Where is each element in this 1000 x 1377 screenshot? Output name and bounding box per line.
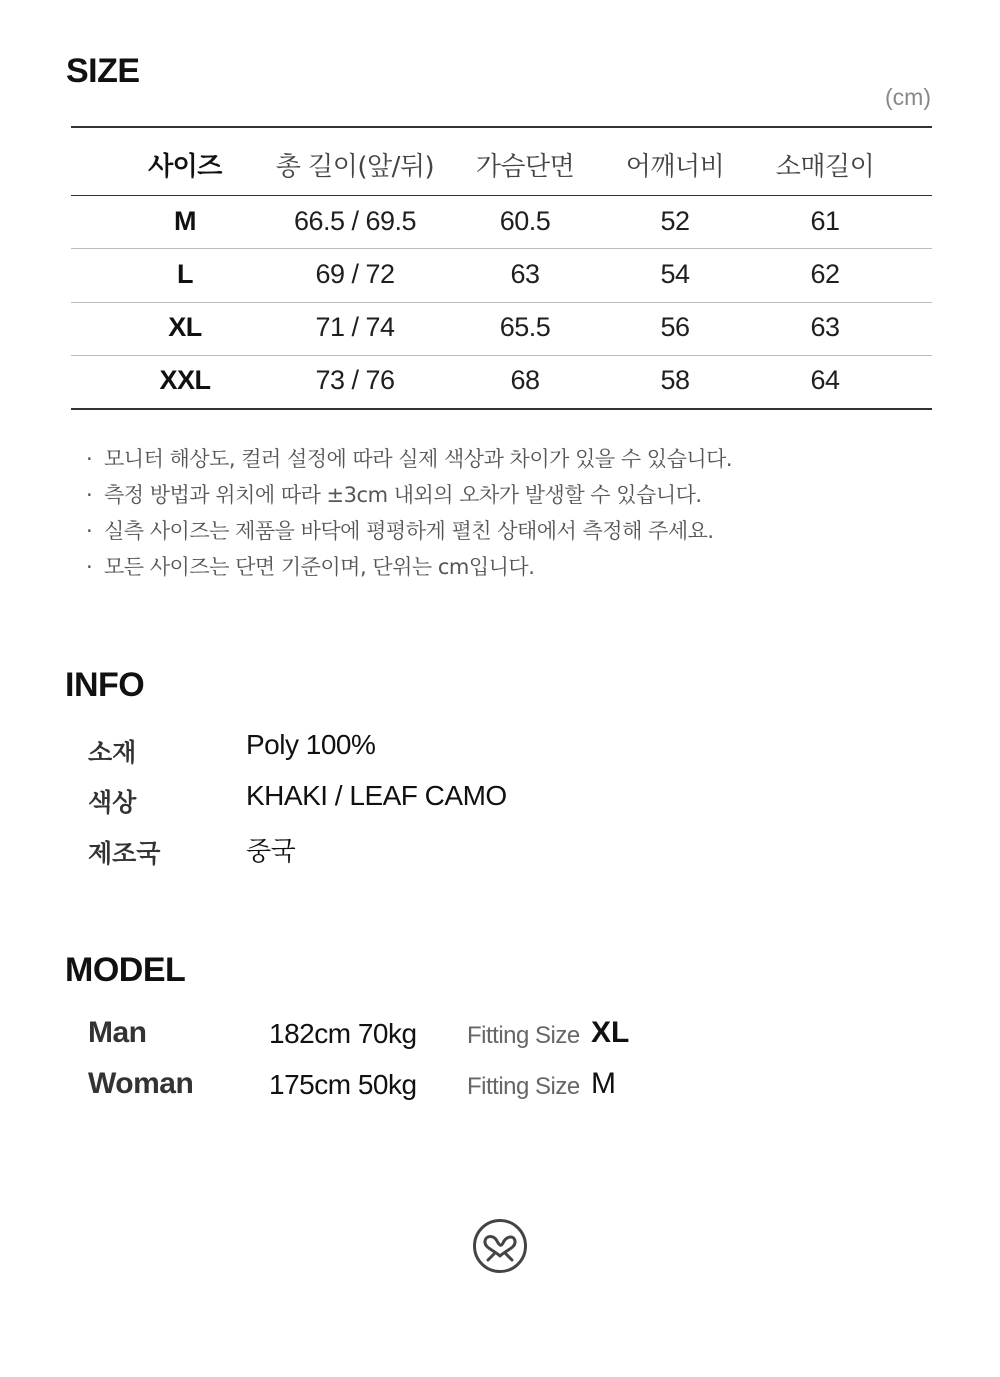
total-length-cell: 66.5 / 69.5: [293, 206, 417, 236]
header-chest: 가슴단면: [475, 152, 575, 182]
info-label-material: 소재: [88, 738, 137, 767]
note-item: [86, 479, 702, 509]
header-size: 사이즈: [148, 152, 222, 182]
row-divider: [71, 355, 932, 356]
brand-logo-icon: [472, 1218, 528, 1274]
note-item: [86, 443, 732, 473]
info-label-color: 색상: [88, 788, 137, 817]
header-shoulder: 어깨너비: [625, 152, 725, 182]
sleeve-cell: 61: [810, 206, 840, 236]
size-title: SIZE: [66, 52, 140, 90]
note-text: 모니터 해상도, 컬러 설정에 따라 실제 색상과 차이가 있을 수 있습니다.: [104, 447, 733, 471]
sleeve-cell: 62: [810, 259, 840, 289]
fitting-size-value: M: [591, 1067, 616, 1100]
note-text: 측정 방법과 위치에 따라 ±3cm 내외의 오차가 발생할 수 있습니다.: [104, 483, 702, 507]
size-cell: M: [174, 206, 196, 236]
note-item: [86, 515, 714, 545]
note-text: 모든 사이즈는 단면 기준이며, 단위는 cm입니다.: [104, 555, 535, 579]
sleeve-cell: 64: [810, 365, 840, 395]
note-text: 실측 사이즈는 제품을 바닥에 평평하게 펼친 상태에서 측정해 주세요.: [104, 519, 714, 543]
sleeve-cell: 63: [810, 312, 840, 342]
model-title: MODEL: [65, 951, 186, 989]
shoulder-cell: 58: [660, 365, 690, 395]
row-divider: [71, 248, 932, 249]
info-value-material: Poly 100%: [246, 729, 376, 760]
table-bottom-rule: [71, 408, 932, 410]
model-name: Woman: [88, 1067, 194, 1100]
bullet: ·: [86, 483, 93, 507]
shoulder-cell: 54: [660, 259, 690, 289]
model-measurements: 175cm 50kg: [269, 1069, 417, 1100]
header-rule: [71, 195, 932, 196]
unit-label: (cm): [885, 84, 931, 110]
bullet: ·: [86, 555, 93, 579]
chest-cell: 68: [510, 365, 540, 395]
size-cell: XXL: [159, 365, 211, 395]
row-divider: [71, 302, 932, 303]
size-cell: XL: [168, 312, 202, 342]
total-length-cell: 69 / 72: [315, 259, 395, 289]
table-top-rule: [71, 126, 932, 128]
info-title: INFO: [65, 666, 145, 704]
bullet: ·: [86, 447, 93, 471]
shoulder-cell: 56: [660, 312, 690, 342]
chest-cell: 65.5: [499, 312, 551, 342]
chest-cell: 60.5: [499, 206, 551, 236]
model-name: Man: [88, 1016, 147, 1049]
fitting-size-label: Fitting Size: [467, 1022, 580, 1049]
info-value-origin: 중국: [246, 837, 296, 867]
model-measurements: 182cm 70kg: [269, 1018, 417, 1049]
size-cell: L: [177, 259, 193, 289]
total-length-cell: 73 / 76: [315, 365, 395, 395]
shoulder-cell: 52: [660, 206, 690, 236]
info-value-color: KHAKI / LEAF CAMO: [246, 780, 507, 811]
fitting-size-value: XL: [591, 1016, 630, 1049]
total-length-cell: 71 / 74: [315, 312, 395, 342]
info-label-origin: 제조국: [88, 839, 161, 868]
bullet: ·: [86, 519, 93, 543]
chest-cell: 63: [510, 259, 540, 289]
header-sleeve: 소매길이: [775, 152, 875, 182]
fitting-size-label: Fitting Size: [467, 1073, 580, 1100]
header-total-length: 총 길이(앞/뒤): [275, 152, 435, 182]
note-item: [86, 551, 534, 581]
